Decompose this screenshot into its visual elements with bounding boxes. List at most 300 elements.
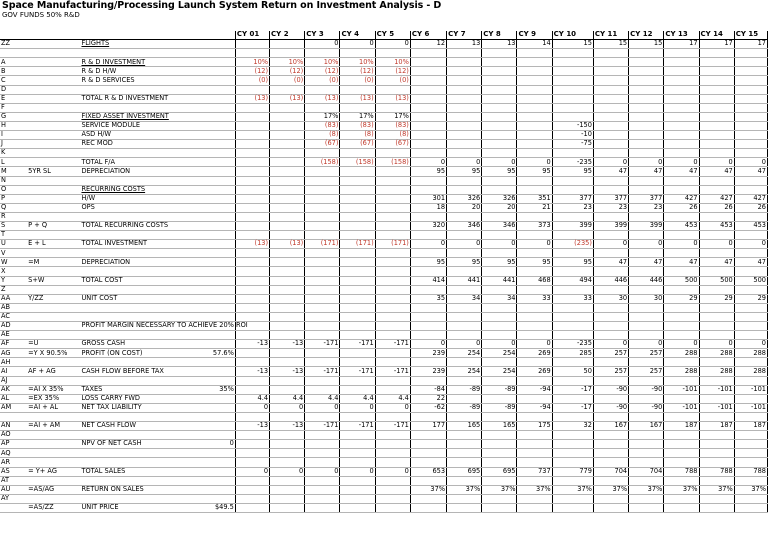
value-cell: [482, 476, 517, 485]
value-cell: [699, 76, 734, 85]
value-cell: [375, 449, 410, 458]
value-cell: [235, 131, 269, 140]
row-formula: =M: [27, 258, 80, 267]
value-cell: [482, 67, 517, 76]
roi-table: [0, 31, 768, 513]
value-cell: [593, 412, 628, 421]
value-cell: 29: [664, 294, 699, 303]
value-cell: [699, 67, 734, 76]
value-cell: 500: [734, 276, 767, 285]
value-cell: 288: [664, 367, 699, 376]
value-cell: [447, 212, 482, 221]
value-cell: [517, 231, 552, 240]
value-cell: [593, 140, 628, 149]
value-cell: 17: [664, 40, 699, 49]
header-blank: [80, 31, 177, 40]
value-cell: (12): [305, 67, 340, 76]
table-row: [0, 412, 768, 421]
value-cell: [552, 358, 593, 367]
value-cell: [517, 303, 552, 312]
row-code: AL: [0, 394, 27, 403]
value-cell: [340, 331, 375, 340]
value-cell: 399: [593, 221, 628, 230]
value-cell: 0: [664, 240, 699, 249]
value-cell: [235, 458, 269, 467]
row-label: REC MOD: [80, 140, 177, 149]
value-cell: [340, 194, 375, 203]
value-cell: 0: [447, 158, 482, 167]
value-cell: [629, 140, 664, 149]
value-cell: [340, 294, 375, 303]
value-cell: [270, 158, 305, 167]
value-cell: [734, 267, 767, 276]
value-cell: [340, 167, 375, 176]
table-row: [0, 267, 768, 276]
year-header: CY 13: [664, 31, 699, 40]
row-label: DEPRECIATION: [80, 167, 177, 176]
row-code: Z: [0, 285, 27, 294]
value-cell: [375, 249, 410, 258]
row-label: [80, 358, 177, 367]
value-cell: (171): [305, 240, 340, 249]
value-cell: 446: [629, 276, 664, 285]
value-cell: 13: [482, 40, 517, 49]
value-cell: [270, 385, 305, 394]
value-cell: [270, 221, 305, 230]
value-cell: [482, 431, 517, 440]
value-cell: 788: [734, 467, 767, 476]
value-cell: [375, 303, 410, 312]
value-cell: [734, 303, 767, 312]
value-cell: [447, 358, 482, 367]
value-cell: (13): [305, 94, 340, 103]
value-cell: [517, 121, 552, 130]
value-cell: [375, 203, 410, 212]
value-cell: [410, 58, 446, 67]
value-cell: [664, 476, 699, 485]
table-row: [0, 85, 768, 94]
row-code: AF: [0, 340, 27, 349]
value-cell: [447, 76, 482, 85]
row-label: SERVICE MODULE: [80, 121, 177, 130]
value-cell: 468: [517, 276, 552, 285]
row-formula: [27, 322, 80, 331]
row-extra: [177, 203, 235, 212]
value-cell: 0: [517, 240, 552, 249]
value-cell: [552, 94, 593, 103]
value-cell: 288: [699, 367, 734, 376]
value-cell: -101: [734, 403, 767, 412]
value-cell: [235, 349, 269, 358]
value-cell: (0): [270, 76, 305, 85]
value-cell: 35: [410, 294, 446, 303]
value-cell: [552, 412, 593, 421]
value-cell: [593, 85, 628, 94]
value-cell: [664, 231, 699, 240]
value-cell: [340, 212, 375, 221]
value-cell: [699, 285, 734, 294]
row-formula: [27, 76, 80, 85]
value-cell: 254: [447, 367, 482, 376]
value-cell: 0: [235, 403, 269, 412]
value-cell: (171): [375, 240, 410, 249]
value-cell: [447, 458, 482, 467]
value-cell: [517, 112, 552, 121]
value-cell: [482, 76, 517, 85]
value-cell: 0: [340, 40, 375, 49]
row-label: [80, 412, 177, 421]
value-cell: (8): [305, 131, 340, 140]
value-cell: [340, 303, 375, 312]
row-label: DEPRECIATION: [80, 258, 177, 267]
value-cell: [447, 394, 482, 403]
row-formula: [27, 331, 80, 340]
value-cell: [410, 412, 446, 421]
value-cell: [235, 258, 269, 267]
year-header: CY 4: [340, 31, 375, 40]
value-cell: 0: [699, 340, 734, 349]
value-cell: [235, 185, 269, 194]
value-cell: 0: [270, 403, 305, 412]
value-cell: [734, 121, 767, 130]
table-row: [0, 358, 768, 367]
value-cell: [447, 267, 482, 276]
value-cell: [482, 149, 517, 158]
value-cell: 37%: [552, 485, 593, 494]
value-cell: [235, 285, 269, 294]
row-code: A: [0, 58, 27, 67]
row-formula: [27, 85, 80, 94]
value-cell: (13): [375, 94, 410, 103]
year-header: CY 12: [629, 31, 664, 40]
value-cell: [629, 303, 664, 312]
value-cell: 414: [410, 276, 446, 285]
row-code: AM: [0, 403, 27, 412]
value-cell: [375, 267, 410, 276]
value-cell: [375, 212, 410, 221]
value-cell: [340, 185, 375, 194]
row-formula: =U: [27, 340, 80, 349]
value-cell: [270, 358, 305, 367]
row-code: R: [0, 212, 27, 221]
value-cell: [235, 49, 269, 58]
row-formula: [27, 231, 80, 240]
value-cell: [482, 94, 517, 103]
row-extra: [177, 449, 235, 458]
table-row: [0, 449, 768, 458]
row-label: TOTAL COST: [80, 276, 177, 285]
row-code: AB: [0, 303, 27, 312]
year-header: CY 2: [270, 31, 305, 40]
value-cell: [375, 149, 410, 158]
value-cell: [410, 331, 446, 340]
value-cell: [447, 476, 482, 485]
row-label: PROFIT (ON COST): [80, 349, 177, 358]
value-cell: [629, 476, 664, 485]
value-cell: [305, 49, 340, 58]
value-cell: [629, 312, 664, 321]
row-label: [80, 85, 177, 94]
row-formula: [27, 267, 80, 276]
value-cell: [270, 458, 305, 467]
value-cell: [629, 249, 664, 258]
value-cell: 95: [410, 167, 446, 176]
row-label: [80, 431, 177, 440]
value-cell: 47: [699, 258, 734, 267]
value-cell: [593, 312, 628, 321]
value-cell: 453: [734, 221, 767, 230]
value-cell: [552, 112, 593, 121]
value-cell: 695: [447, 467, 482, 476]
row-label: GROSS CASH: [80, 340, 177, 349]
value-cell: [235, 140, 269, 149]
value-cell: [734, 185, 767, 194]
value-cell: [447, 412, 482, 421]
row-extra: [177, 467, 235, 476]
row-code: AE: [0, 331, 27, 340]
value-cell: [482, 458, 517, 467]
table-row: [0, 212, 768, 221]
table-row: [0, 294, 768, 303]
value-cell: 10%: [375, 58, 410, 67]
value-cell: -10: [552, 131, 593, 140]
value-cell: [270, 412, 305, 421]
value-cell: 47: [699, 167, 734, 176]
row-formula: E + L: [27, 240, 80, 249]
value-cell: -171: [305, 367, 340, 376]
row-extra: [177, 267, 235, 276]
value-cell: 285: [552, 349, 593, 358]
value-cell: [235, 121, 269, 130]
value-cell: [410, 49, 446, 58]
row-formula: =AI + AM: [27, 422, 80, 431]
table-row: [0, 231, 768, 240]
value-cell: [305, 476, 340, 485]
value-cell: -171: [375, 422, 410, 431]
value-cell: [340, 267, 375, 276]
value-cell: [305, 349, 340, 358]
value-cell: 269: [517, 367, 552, 376]
value-cell: 37%: [482, 485, 517, 494]
value-cell: 494: [552, 276, 593, 285]
table-row: [0, 40, 768, 49]
value-cell: [235, 194, 269, 203]
row-formula: Y/ZZ: [27, 294, 80, 303]
value-cell: [734, 112, 767, 121]
table-row: [0, 403, 768, 412]
value-cell: (13): [235, 240, 269, 249]
value-cell: [270, 376, 305, 385]
value-cell: [734, 440, 767, 449]
value-cell: 47: [734, 258, 767, 267]
value-cell: 788: [699, 467, 734, 476]
value-cell: 23: [629, 203, 664, 212]
value-cell: 373: [517, 221, 552, 230]
year-header-row: [0, 31, 768, 40]
value-cell: [270, 449, 305, 458]
row-extra: [177, 240, 235, 249]
value-cell: [629, 149, 664, 158]
row-formula: [27, 285, 80, 294]
value-cell: [517, 249, 552, 258]
value-cell: [552, 149, 593, 158]
value-cell: [517, 440, 552, 449]
value-cell: [629, 394, 664, 403]
value-cell: [593, 76, 628, 85]
value-cell: [552, 49, 593, 58]
value-cell: [629, 185, 664, 194]
row-formula: [27, 249, 80, 258]
row-extra: [177, 58, 235, 67]
row-extra: [177, 376, 235, 385]
row-code: [0, 503, 27, 512]
value-cell: [235, 112, 269, 121]
value-cell: 47: [593, 167, 628, 176]
table-row: [0, 331, 768, 340]
value-cell: [664, 103, 699, 112]
row-formula: [27, 212, 80, 221]
value-cell: [235, 176, 269, 185]
row-label: [80, 149, 177, 158]
value-cell: [410, 76, 446, 85]
row-extra: 0: [177, 440, 235, 449]
table-row: [0, 131, 768, 140]
value-cell: 34: [447, 294, 482, 303]
value-cell: [375, 276, 410, 285]
value-cell: [664, 285, 699, 294]
value-cell: [517, 140, 552, 149]
value-cell: [340, 449, 375, 458]
value-cell: 446: [593, 276, 628, 285]
row-extra: [177, 249, 235, 258]
table-row: [0, 112, 768, 121]
value-cell: [305, 485, 340, 494]
value-cell: [305, 267, 340, 276]
value-cell: [340, 49, 375, 58]
row-extra: [177, 158, 235, 167]
value-cell: 288: [699, 349, 734, 358]
row-formula: [27, 158, 80, 167]
value-cell: [410, 458, 446, 467]
value-cell: [270, 476, 305, 485]
value-cell: 15: [552, 40, 593, 49]
value-cell: -89: [482, 385, 517, 394]
value-cell: [235, 167, 269, 176]
value-cell: 165: [447, 422, 482, 431]
value-cell: [270, 249, 305, 258]
value-cell: -90: [629, 403, 664, 412]
value-cell: 346: [447, 221, 482, 230]
value-cell: [517, 76, 552, 85]
value-cell: [447, 149, 482, 158]
value-cell: [552, 322, 593, 331]
row-label: OPS: [80, 203, 177, 212]
value-cell: [517, 322, 552, 331]
row-formula: [27, 149, 80, 158]
value-cell: [517, 58, 552, 67]
row-formula: [27, 49, 80, 58]
value-cell: [664, 131, 699, 140]
value-cell: 257: [593, 367, 628, 376]
value-cell: [593, 376, 628, 385]
row-label: CASH FLOW BEFORE TAX: [80, 367, 177, 376]
value-cell: 33: [517, 294, 552, 303]
value-cell: [699, 494, 734, 503]
value-cell: (12): [375, 67, 410, 76]
value-cell: [517, 358, 552, 367]
value-cell: (158): [375, 158, 410, 167]
value-cell: -101: [664, 403, 699, 412]
row-formula: [27, 40, 80, 49]
value-cell: [629, 412, 664, 421]
value-cell: 254: [447, 349, 482, 358]
row-extra: [177, 394, 235, 403]
value-cell: [270, 49, 305, 58]
value-cell: [447, 431, 482, 440]
value-cell: 500: [664, 276, 699, 285]
value-cell: 0: [305, 403, 340, 412]
row-code: AK: [0, 385, 27, 394]
value-cell: [270, 294, 305, 303]
row-label: [80, 458, 177, 467]
value-cell: 0: [270, 467, 305, 476]
value-cell: 26: [664, 203, 699, 212]
value-cell: 34: [482, 294, 517, 303]
value-cell: -150: [552, 121, 593, 130]
value-cell: 37%: [593, 485, 628, 494]
value-cell: [482, 312, 517, 321]
row-formula: =EX 35%: [27, 394, 80, 403]
value-cell: (235): [552, 240, 593, 249]
value-cell: [375, 331, 410, 340]
value-cell: 0: [593, 340, 628, 349]
value-cell: 399: [629, 221, 664, 230]
value-cell: 254: [482, 367, 517, 376]
year-header: CY 11: [593, 31, 628, 40]
value-cell: -13: [235, 340, 269, 349]
row-label: FIXED ASSET INVESTMENT: [80, 112, 177, 121]
row-label: [80, 249, 177, 258]
value-cell: [482, 249, 517, 258]
value-cell: [482, 185, 517, 194]
value-cell: [482, 58, 517, 67]
value-cell: [699, 103, 734, 112]
value-cell: [305, 312, 340, 321]
value-cell: 4.4: [270, 394, 305, 403]
value-cell: [593, 267, 628, 276]
value-cell: [664, 331, 699, 340]
value-cell: [447, 322, 482, 331]
value-cell: [699, 49, 734, 58]
value-cell: [305, 331, 340, 340]
value-cell: 441: [482, 276, 517, 285]
row-formula: [27, 476, 80, 485]
row-extra: [177, 67, 235, 76]
row-label: LOSS CARRY FWD: [80, 394, 177, 403]
row-extra: [177, 85, 235, 94]
value-cell: [305, 294, 340, 303]
value-cell: [447, 249, 482, 258]
value-cell: [270, 303, 305, 312]
value-cell: [305, 103, 340, 112]
value-cell: [517, 376, 552, 385]
value-cell: [410, 131, 446, 140]
value-cell: [734, 431, 767, 440]
value-cell: [552, 212, 593, 221]
value-cell: 37%: [664, 485, 699, 494]
value-cell: 23: [593, 203, 628, 212]
value-cell: (12): [235, 67, 269, 76]
